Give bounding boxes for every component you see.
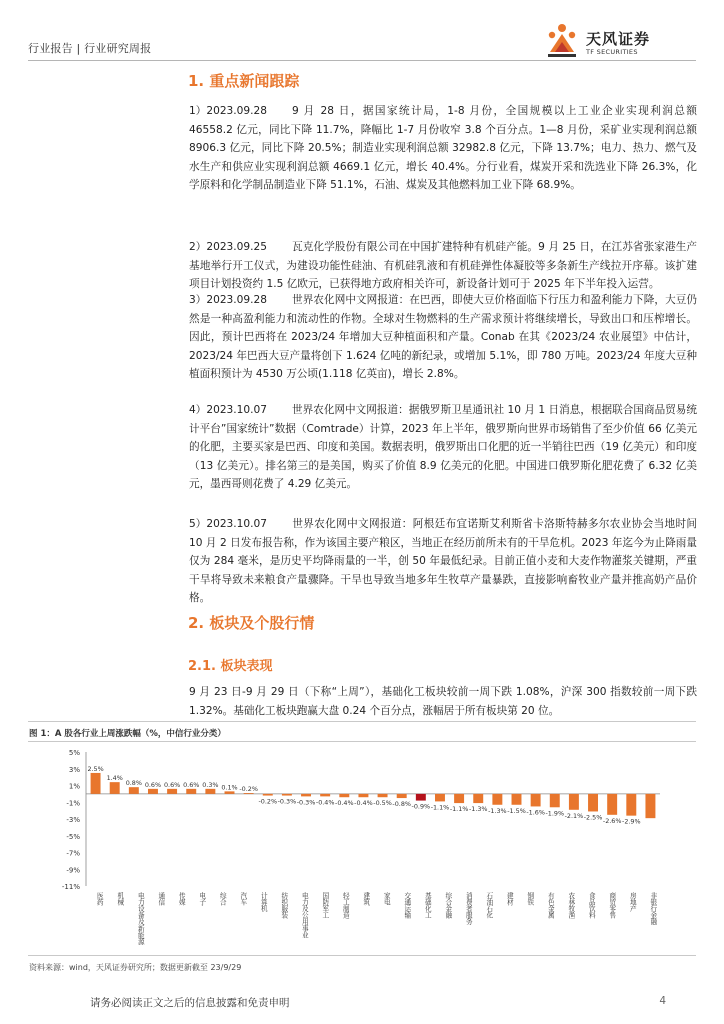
data-label: -0.4% [335, 799, 354, 808]
bar [167, 789, 177, 794]
data-label: -1.1% [430, 803, 450, 812]
bar [607, 794, 617, 815]
data-label: 2.5% [87, 764, 104, 773]
y-tick-label: 3% [68, 765, 80, 774]
y-tick-label: 1% [68, 782, 80, 791]
news-text: 9 月 28 日，据国家统计局，1-8 月份，全国规模以上工业企业实现利润总额 46558.2 亿元，同比下降 11.7%，降幅比 1-7 月份收窄 3.8 个百分点。1—8 月份，采矿业实现利润总额 8906.3 亿元，同比下降 20.5%；制造业实现利润总额 32982.8 亿元，下降 13.7%；电力、热力、燃气及水生产和供应业实现利润总额 4669.1 亿元，增长 40.4%。分行业看，煤炭开采和洗选业下降 26.3%，化学原料和化学制品制造业下降 51.1%，石油、煤炭及其他燃料加工业下降 68.9%。 [189, 105, 697, 192]
x-tick-label: 建筑 [361, 892, 370, 906]
bar [225, 791, 235, 794]
x-tick-label: 非银行金融 [648, 892, 657, 925]
news-date: 2）2023.09.25 [189, 241, 267, 253]
data-label: -1.3% [468, 805, 488, 814]
x-tick-label: 家电 [382, 892, 391, 906]
x-tick-label: 通信 [156, 892, 165, 906]
x-tick-label: 医药 [95, 892, 104, 906]
x-tick-label: 消费者服务 [464, 892, 473, 925]
x-tick-label: 有色金属 [546, 892, 555, 919]
figure-bottom-rule [28, 955, 696, 956]
logo-name: 天风证券 [586, 30, 651, 48]
bar [473, 794, 483, 803]
bar [339, 794, 349, 797]
news-date: 3）2023.09.28 [189, 294, 267, 306]
bar [263, 794, 273, 796]
x-tick-label: 国防军工 [320, 892, 329, 919]
figure-title: 图 1：A 股各行业上周涨跌幅（%，中信行业分类） [29, 729, 226, 739]
x-tick-label: 综合 [218, 892, 227, 906]
data-label: -2.5% [583, 813, 603, 822]
data-label: -0.3% [277, 797, 297, 806]
data-label: -1.5% [507, 806, 526, 815]
y-tick-label: -9% [66, 866, 80, 875]
sector-summary: 9 月 23 日-9 月 29 日（下称“上周”），基础化工板块较前一周下跌 1.08%，沪深 300 指数较前一周下跌 1.32%。基础化工板块跑赢大盘 0.24 个百分点，涨幅居于所有板块第 20 位。 [189, 686, 697, 717]
x-tick-label: 传媒 [177, 892, 186, 906]
x-tick-label: 建材 [505, 892, 514, 906]
news-date: 4）2023.10.07 [189, 404, 267, 416]
data-label: -0.5% [373, 799, 392, 808]
figure-source: 资料来源：wind，天风证券研究所；数据更新截至 23/9/29 [29, 963, 242, 972]
x-tick-label: 房地产 [628, 892, 637, 912]
data-label: -0.2% [239, 785, 258, 794]
data-label: -1.3% [488, 806, 507, 815]
bar [550, 794, 560, 807]
x-tick-label: 机械 [115, 892, 124, 906]
x-tick-label: 电子 [197, 892, 206, 906]
bar [588, 794, 598, 812]
data-label: -1.1% [449, 805, 469, 814]
data-label: 0.6% [183, 780, 200, 789]
bar [492, 794, 502, 805]
bar [378, 794, 388, 797]
bar [626, 794, 636, 816]
bar [320, 794, 330, 797]
section-title-market: 2. 板块及个股行情 [188, 614, 315, 632]
data-label: -0.9% [411, 802, 431, 811]
news-text: 世界农化网中文网报道：据俄罗斯卫星通讯社 10 月 1 日消息，根据联合国商品贸易统计平台”国家统计”数据（Comtrade）计算，2023 年上半年，俄罗斯向世界市场销售了至少价值 66 亿美元的化肥，主要买家是巴西、印度和美国。数据表明，俄罗斯出口化肥的近一半销往巴西（19 亿美元）和印度（13 亿美元）。排名第三的是美国，购买了价值 8.9 亿美元的化肥。中国进口俄罗斯化肥花费了 6.32 亿美元，墨西哥则花费了 4.29 亿美元。 [189, 404, 697, 491]
x-tick-label: 电力及公用事业 [300, 892, 309, 939]
data-label: -2.9% [622, 817, 641, 826]
data-label: -0.4% [315, 798, 335, 807]
bar [129, 787, 139, 794]
data-label: -1.6% [526, 808, 545, 817]
x-tick-label: 食品饮料 [587, 892, 596, 919]
data-label: 0.6% [144, 780, 162, 789]
y-tick-label: -5% [66, 832, 80, 841]
news-text: 瓦克化学股份有限公司在中国扩建特种有机硅产能。9 月 25 日，在江苏省张家港生产基地举行开工仪式，为建设功能性硅油、有机硅乳液和有机硅弹性体凝胶等多条新生产线拉开序幕。该扩建项目计划投资约 1.5 亿欧元，已获得地方政府相关许可，新设备计划可于 2025 年下半年投入运营。 [189, 241, 697, 291]
x-tick-label: 计算机 [259, 892, 268, 912]
news-date: 5）2023.10.07 [189, 518, 267, 530]
x-tick-label: 轻工制造 [341, 892, 350, 919]
bar [301, 794, 311, 797]
data-label: -2.6% [602, 816, 622, 825]
bar [435, 794, 445, 802]
x-tick-label: 商贸零售 [607, 892, 616, 919]
bar [91, 773, 101, 794]
news-text: 世界农化网中文网报道：在巴西，即使大豆价格面临下行压力和盈利能力下降，大豆仍然是一种高盈利能力和流动性的作物。全球对生物燃料的生产需求预计将继续增长，导致出口和压榨增长。因此，预计巴西将在 2023/24 年增加大豆种植面积和产量。Conab 在其《2023/24 农业展望》中估计，2023/24 年巴西大豆产量将创下 1.624 亿吨的新纪录，或增加 5.1%，即 780 万吨。2023/24 年度大豆种植面积预计为 4530 万公顷(1.118 亿英亩)，增长 2.8%。 [189, 294, 697, 381]
news-text: 世界农化网中文网报道：阿根廷布宜诺斯艾利斯省卡洛斯特赫多尔农业协会当地时间 10 月 2 日发布报告称，作为该国主要产粮区，当地正在经历前所未有的干旱危机。2023 年迄今为止降雨量仅为 284 毫米，是历史平均降雨量的一半，创 50 年最低纪录。目前正值小麦和大麦作物灌浆关键期，严重干旱将导致未来粮食产量骤降。干旱也导致当地多年生牧草产量暴跌，直接影响畜牧业产量并推高奶产品价格。 [189, 518, 697, 605]
x-tick-label: 石油石化 [484, 892, 493, 919]
y-tick-label: -11% [61, 883, 80, 891]
bar [531, 794, 541, 807]
x-tick-label: 汽车 [238, 892, 247, 906]
y-tick-label: -1% [66, 799, 80, 808]
bar [186, 789, 196, 794]
x-tick-label: 电力设备及新能源 [136, 892, 145, 945]
section-title-news: 1. 重点新闻跟踪 [188, 72, 300, 90]
y-tick-label: -3% [66, 816, 80, 824]
bar [282, 794, 292, 796]
bar [397, 794, 407, 798]
bar [416, 794, 426, 801]
bar [244, 793, 254, 794]
logo-en: TF SECURITIES [586, 48, 638, 56]
news-date: 1）2023.09.28 [189, 105, 267, 117]
data-label: 0.1% [221, 783, 238, 792]
x-tick-label: 纺织服装 [279, 892, 288, 919]
data-label: -0.2% [258, 797, 278, 806]
bar [358, 794, 368, 797]
x-tick-label: 农林牧渔 [566, 892, 575, 919]
data-label: -0.3% [296, 798, 316, 807]
x-tick-label: 综合金融 [443, 892, 452, 919]
page-number: 4 [659, 995, 666, 1007]
x-tick-label: 交通运输 [402, 892, 411, 919]
bar [454, 794, 464, 803]
data-label: 0.8% [125, 779, 142, 788]
data-label: -0.4% [354, 799, 373, 808]
footer-disclaimer: 请务必阅读正文之后的信息披露和免责申明 [90, 997, 290, 1009]
x-tick-label: 基础化工 [423, 892, 432, 919]
subsection-title-sector: 2.1. 板块表现 [188, 659, 273, 674]
data-label: -1.9% [545, 809, 565, 818]
data-label: -0.8% [392, 800, 411, 809]
bar [110, 782, 120, 794]
data-label: -2.1% [564, 811, 584, 820]
y-tick-label: -7% [66, 849, 80, 858]
y-tick-label: 5% [68, 749, 80, 757]
data-label: 1.4% [106, 774, 123, 783]
bar [205, 789, 215, 794]
bar [645, 794, 655, 818]
bar [512, 794, 522, 805]
bar [569, 794, 579, 810]
data-label: 0.3% [202, 780, 219, 789]
x-tick-label: 钢铁 [525, 892, 534, 906]
data-label: 0.6% [163, 780, 181, 789]
bar [148, 789, 158, 794]
report-breadcrumb: 行业报告 | 行业研究周报 [28, 42, 152, 55]
